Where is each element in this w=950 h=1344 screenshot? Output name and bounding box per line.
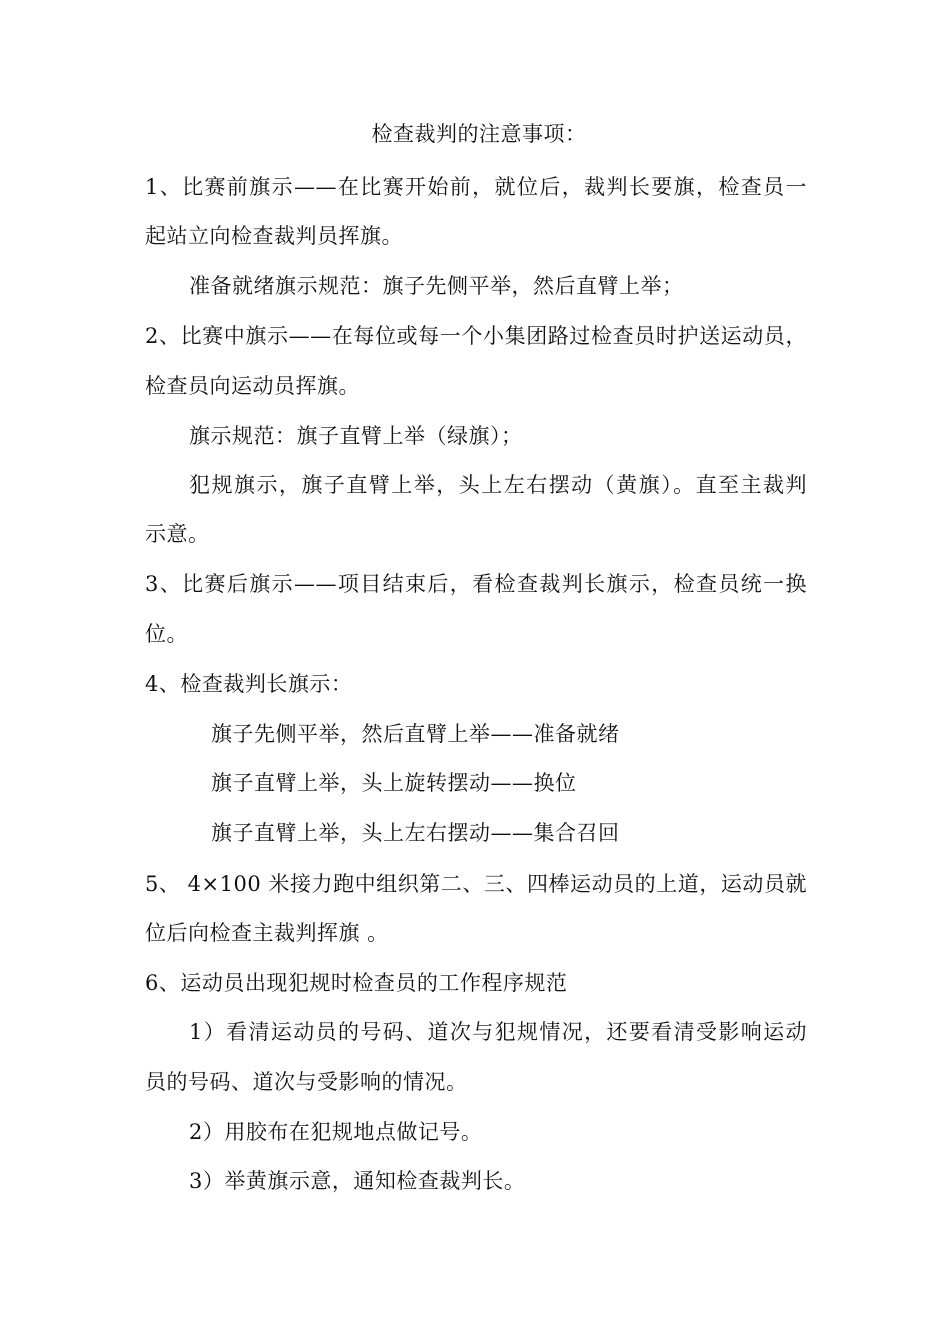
paragraph-line: 旗子先侧平举，然后直臂上举——准备就绪 (211, 722, 620, 746)
paragraph-line: 示意。 (145, 522, 210, 546)
paragraph-line: 旗示规范：旗子直臂上举（绿旗）； (189, 424, 523, 448)
paragraph-line: 3、比赛后旗示——项目结束后，看检查裁判长旗示，检查员统一换 (145, 572, 807, 596)
paragraph-line: 5、 4×100 米接力跑中组织第二、三、四棒运动员的上道，运动员就 (145, 872, 807, 896)
paragraph-line: 犯规旗示，旗子直臂上举，头上左右摆动（黄旗）。直至主裁判 (189, 473, 807, 497)
paragraph-line: 起站立向检查裁判员挥旗。 (145, 224, 403, 248)
paragraph-line: 2）用胶布在犯规地点做记号。 (189, 1120, 483, 1144)
document-title: 检查裁判的注意事项： (371, 122, 587, 146)
paragraph-line: 检查员向运动员挥旗。 (145, 374, 360, 398)
paragraph-line: 员的号码、道次与受影响的情况。 (145, 1070, 468, 1094)
paragraph-line: 2、比赛中旗示——在每位或每一个小集团路过检查员时护送运动员， (145, 324, 807, 348)
paragraph-line: 3）举黄旗示意，通知检查裁判长。 (189, 1169, 526, 1193)
paragraph-line: 旗子直臂上举，头上左右摆动——集合召回 (211, 821, 620, 845)
paragraph-line: 6、运动员出现犯规时检查员的工作程序规范 (145, 971, 568, 995)
paragraph-line: 旗子直臂上举，头上旋转摆动——换位 (211, 771, 577, 795)
paragraph-line: 位后向检查主裁判挥旗 。 (145, 921, 389, 945)
paragraph-line: 1、比赛前旗示——在比赛开始前，就位后，裁判长要旗，检查员一 (145, 175, 807, 199)
paragraph-line: 1）看清运动员的号码、道次与犯规情况，还要看清受影响运动 (189, 1020, 807, 1044)
paragraph-line: 位。 (145, 622, 188, 646)
paragraph-line: 准备就绪旗示规范：旗子先侧平举，然后直臂上举； (189, 274, 684, 298)
paragraph-line: 4、检查裁判长旗示： (145, 672, 353, 696)
